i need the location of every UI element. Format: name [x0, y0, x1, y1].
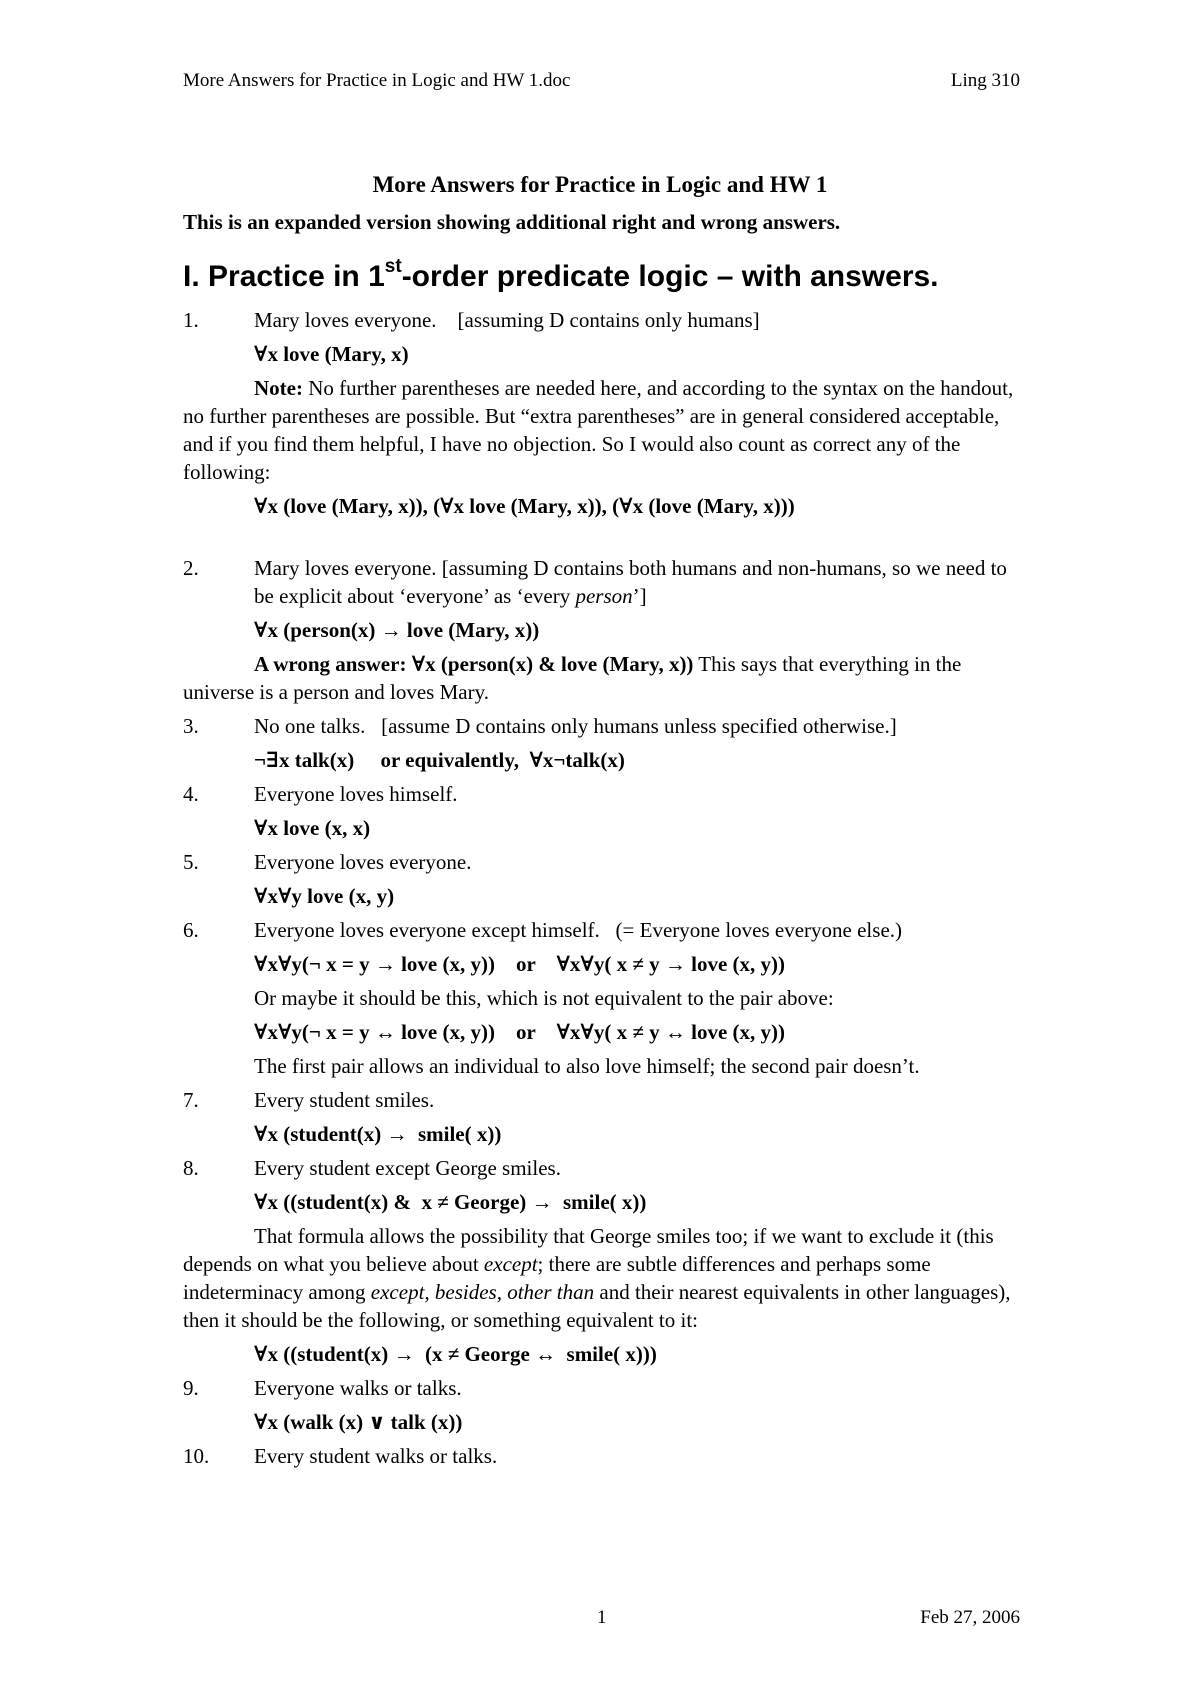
- explanation-emphasis: except: [483, 1252, 538, 1276]
- wrong-answer-formula: ∀x (person(x) & love (Mary, x)): [406, 652, 694, 676]
- formula-a: ∀x∀y(¬ x = y → love (x, y)): [254, 952, 495, 976]
- explanation-text: That formula allows the possibility that George smiles too; if we want to exclude it (this depends on what you believe about: [183, 1224, 994, 1276]
- note-paragraph: [183, 374, 1023, 486]
- item-text: Everyone loves himself.: [254, 782, 458, 806]
- item-number: 1.: [183, 308, 199, 332]
- footer-date: Feb 27, 2006: [920, 1607, 1020, 1628]
- formula-connective: or: [495, 1020, 557, 1044]
- running-header-title: More Answers for Practice in Logic and HW 1.doc: [183, 70, 571, 91]
- item-number: 6.: [183, 918, 199, 942]
- section-heading-pre: I. Practice in 1: [183, 260, 385, 293]
- list-item: [183, 554, 1023, 610]
- formula-a: ¬∃x talk(x): [254, 748, 355, 772]
- explanation-emphasis: except, besides, other than: [370, 1280, 595, 1304]
- formula: ∀x ((student(x) & x ≠ George) → smile( x)): [254, 1190, 647, 1214]
- running-header-course: Ling 310: [950, 70, 1020, 91]
- item-text: Everyone walks or talks.: [254, 1376, 462, 1400]
- item-text: Everyone loves everyone except himself. (= Everyone loves everyone else.): [254, 918, 903, 942]
- wrong-answer-label: A wrong answer:: [254, 652, 407, 676]
- formula: ∀x (walk (x) ∨ talk (x)): [254, 1410, 463, 1434]
- formula-variants: ∀x (love (Mary, x)), (∀x love (Mary, x)), (∀x (love (Mary, x))): [254, 494, 795, 518]
- item-text: Everyone loves everyone.: [254, 850, 472, 874]
- list-item: [183, 1086, 1023, 1114]
- page-title: More Answers for Practice in Logic and HW 1: [372, 172, 828, 197]
- item-number: 5.: [183, 850, 199, 874]
- wrong-answer-paragraph: [183, 650, 1023, 706]
- item-text-emphasis: person: [575, 584, 633, 608]
- list-item: [183, 1374, 1023, 1402]
- item-text: Every student walks or talks.: [254, 1444, 498, 1468]
- item-number: 2.: [183, 556, 199, 580]
- explanation-paragraph: [183, 1222, 1023, 1334]
- list-item: [183, 848, 1023, 876]
- comment-text: The first pair allows an individual to also love himself; the second pair doesn’t.: [254, 1054, 920, 1078]
- formula: ∀x (student(x) → smile( x)): [254, 1122, 502, 1146]
- formula-connective: or equivalently,: [354, 748, 530, 772]
- formula-b: ∀x∀y( x ≠ y → love (x, y)): [556, 952, 786, 976]
- item-number: 7.: [183, 1088, 199, 1112]
- list-item: [183, 1154, 1023, 1182]
- formula-pair-2: [183, 1018, 1023, 1046]
- section-heading: [183, 256, 939, 294]
- item-text: No one talks. [assume D contains only humans unless specified otherwise.]: [254, 714, 897, 738]
- item-text: Mary loves everyone. [assuming D contains only humans]: [254, 308, 760, 332]
- formula-pair-1: [183, 950, 1023, 978]
- item-number: 10.: [183, 1444, 210, 1468]
- item-number: 8.: [183, 1156, 199, 1180]
- formula: ∀x (person(x) → love (Mary, x)): [254, 618, 540, 642]
- formula-b: ∀x¬talk(x): [529, 748, 625, 772]
- formula-a: ∀x∀y(¬ x = y ↔ love (x, y)): [254, 1020, 495, 1044]
- answers-list: [183, 306, 1023, 1476]
- formula: [183, 746, 1023, 774]
- formula: ∀x ((student(x) → (x ≠ George ↔ smile( x))): [254, 1342, 657, 1366]
- page-subtitle: This is an expanded version showing additional right and wrong answers.: [183, 210, 841, 234]
- list-item: [183, 780, 1023, 808]
- list-item: [183, 712, 1023, 740]
- explanation-text: and their nearest equivalents in other languages), then it should be the following, or something equivalent to it:: [183, 1280, 1011, 1332]
- item-number: 9.: [183, 1376, 199, 1400]
- formula: ∀x∀y love (x, y): [254, 884, 395, 908]
- item-number: 4.: [183, 782, 199, 806]
- list-item: [183, 916, 1023, 944]
- list-item: [183, 306, 1023, 334]
- item-text: Every student except George smiles.: [254, 1156, 561, 1180]
- wrong-answer-text: This says that everything in the universe is a person and loves Mary.: [183, 652, 962, 704]
- page-number: 1: [597, 1607, 607, 1628]
- section-heading-post: -order predicate logic – with answers.: [401, 260, 939, 293]
- formula: ∀x love (x, x): [254, 816, 371, 840]
- alternative-note: Or maybe it should be this, which is not equivalent to the pair above:: [254, 986, 834, 1010]
- section-heading-sup: st: [384, 256, 402, 277]
- item-number: 3.: [183, 714, 199, 738]
- item-text-end: ’]: [632, 584, 647, 608]
- formula: ∀x love (Mary, x): [254, 342, 409, 366]
- list-item: [183, 1442, 1023, 1470]
- note-label: Note:: [254, 376, 303, 400]
- item-text: Every student smiles.: [254, 1088, 435, 1112]
- formula-connective: or: [495, 952, 557, 976]
- formula-b: ∀x∀y( x ≠ y ↔ love (x, y)): [556, 1020, 786, 1044]
- explanation-text: ; there are subtle differences and perhaps some indeterminacy among: [183, 1252, 931, 1304]
- item-text: Mary loves everyone. [assuming D contains both humans and non-humans, so we need to be explicit about ‘everyone’ as ‘every: [254, 556, 1007, 608]
- note-text: No further parentheses are needed here, and according to the syntax on the handout, no further parentheses are possible. But “extra parentheses” are in general considered acceptable, and if you find them helpful, I have no objection. So I would also count as correct any of the following:: [183, 376, 1014, 484]
